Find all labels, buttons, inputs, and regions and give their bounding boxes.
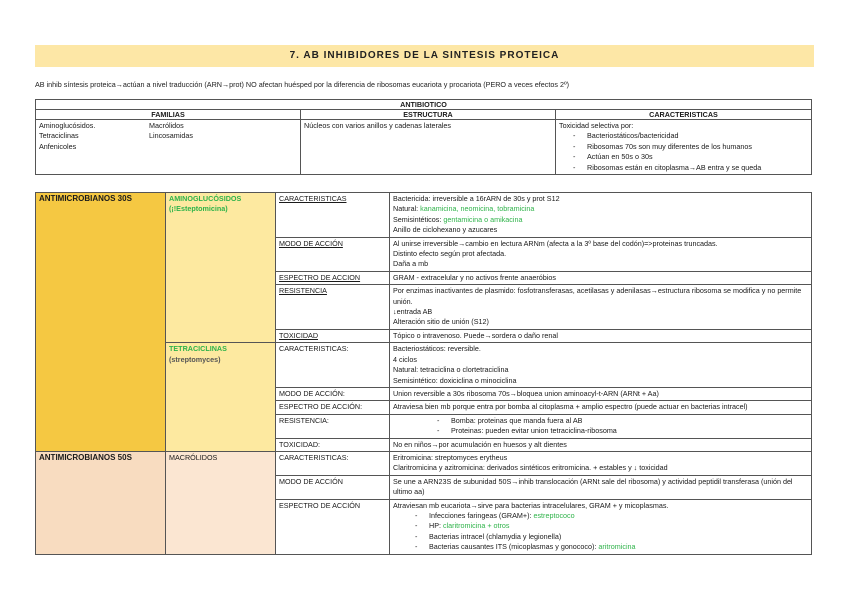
- text-line: Natural: tetraciclina o clortetraciclina: [393, 365, 509, 375]
- row-label: ESPECTRO DE ACCION: [276, 271, 390, 284]
- row-label: CARACTERISTICAS:: [276, 343, 390, 388]
- row-content: [390, 451, 812, 475]
- text-line: Bacteriostáticos: reversible.: [393, 344, 481, 354]
- row-content: No en niños→por acumulación en huesos y alt dientes: [390, 438, 812, 451]
- family-name: TETRACICLINAS: [169, 344, 227, 354]
- caracteristicas-cell: [556, 120, 812, 175]
- item-text: Bacterias intracel (chlamydia y legionella): [429, 531, 562, 541]
- text-line: [393, 204, 808, 214]
- text-line: Eritromicina: streptomyces erytheus: [393, 452, 508, 462]
- list-item: - Actúan en 50s o 30s: [587, 152, 808, 162]
- list-item: - Ribosomas están en citoplasma→AB entra y se queda: [587, 163, 808, 173]
- text-line: Bactericida: irreversible a 16rARN de 30s y prot S12: [393, 194, 560, 203]
- group-30s-label: ANTIMICROBIANOS 30S: [36, 193, 166, 452]
- familias-cell: [36, 120, 301, 175]
- list-item: - Bacteriostáticos/bactericidad: [587, 131, 808, 141]
- text-prefix: Semisintéticos:: [393, 214, 444, 224]
- family-item: Lincosamidas: [149, 131, 193, 141]
- header-caracteristicas: CARACTERISTICAS: [556, 110, 812, 120]
- family-item: Aminoglucósidos.: [39, 121, 96, 130]
- row-content: [390, 193, 812, 238]
- row-content: [390, 285, 812, 330]
- row-label: TOXICIDAD: [276, 329, 390, 342]
- caracteristicas-intro: Toxicidad selectiva por:: [559, 121, 634, 130]
- item-text: Bacterias causantes ITS (micoplasmas y gonococo):: [429, 542, 599, 552]
- list-item: - Proteinas: pueden evitar union tetraciclina-ribosoma: [451, 426, 808, 436]
- drug-names: aritromicina: [598, 542, 636, 552]
- family-name: MACRÓLIDOS: [169, 452, 218, 462]
- list-item: [429, 542, 808, 552]
- row-label: RESISTENCIA:: [276, 414, 390, 438]
- row-label: MODO DE ACCIÓN:: [276, 387, 390, 400]
- family-sub: (streptomyces): [169, 354, 221, 364]
- header-estructura: ESTRUCTURA: [301, 110, 556, 120]
- row-label: CARACTERISTICAS:: [276, 451, 390, 475]
- item-text: HP:: [429, 521, 443, 531]
- list-item: [429, 511, 808, 521]
- text-line: Anillo de ciclohexano y azucares: [393, 225, 498, 235]
- row-label: TOXICIDAD:: [276, 438, 390, 451]
- family-tetraciclinas: [166, 343, 276, 452]
- row-content: Union reversible a 30s ribosoma 70s→bloquea union aminoacyl-t-ARN (ARNt + Aa): [390, 387, 812, 400]
- list-item: [429, 532, 808, 542]
- main-table: [35, 192, 812, 555]
- drug-names: claritromicina + otros: [442, 521, 510, 531]
- row-content: [390, 414, 812, 438]
- family-item: Macrólidos: [149, 121, 184, 130]
- family-item: Tetraciclinas: [39, 131, 79, 141]
- family-sub: (¡!Esteptomicina): [169, 204, 228, 214]
- text-line: Distinto efecto según prot afectada.: [393, 249, 507, 259]
- page-title: 7. AB INHIBIDORES DE LA SINTESIS PROTEICA: [35, 45, 814, 67]
- text-line: Atraviesan mb eucariota→sirve para bacterias intracelulares, GRAM + y micoplasmas.: [393, 500, 669, 510]
- list-item: - Ribosomas 70s son muy diferentes de los humanos: [587, 142, 808, 152]
- text-line: ↓entrada AB: [393, 307, 433, 317]
- row-label: ESPECTRO DE ACCIÓN: [276, 499, 390, 554]
- family-item: Anfenicoles: [39, 141, 77, 151]
- group-50s-label: ANTIMICROBIANOS 50S: [36, 451, 166, 554]
- text-line: Alteración sitio de unión (S12): [393, 317, 489, 327]
- list-item: - Bomba: proteinas que manda fuera al AB: [451, 416, 808, 426]
- estructura-cell: Núcleos con varios anillos y cadenas laterales: [301, 120, 556, 175]
- family-name: AMINOGLUCÓSIDOS: [169, 194, 242, 203]
- antibiotico-table: [35, 99, 812, 175]
- intro-text: AB inhib síntesis proteica→actúan a nivel traducción (ARN→prot) NO afectan huésped por la diferencia de ribosomas eucariota y procariota (PERO a veces efectos 2º): [35, 80, 569, 89]
- drug-names: kanamicina, neomicina, tobramicina: [420, 204, 535, 214]
- family-aminoglucosidos: [166, 193, 276, 343]
- row-content: Tópico o intravenoso. Puede→sordera o daño renal: [390, 329, 812, 342]
- item-text: Infecciones faringeas (GRAM+):: [429, 510, 534, 520]
- row-content: [390, 343, 812, 388]
- row-content: Atraviesa bien mb porque entra por bomba al citoplasma + amplio espectro (puede actuar en bacterias intracel): [390, 401, 812, 414]
- text-line: Claritromicina y azitromicina: derivados sintéticos eritromicina. + estables y ↓ toxicidad: [393, 463, 668, 473]
- header-familias: FAMILIAS: [36, 110, 301, 120]
- row-content: [390, 499, 812, 554]
- text-line: Daña a mb: [393, 259, 429, 269]
- antibiotico-title: ANTIBIOTICO: [36, 100, 812, 110]
- text-line: 4 ciclos: [393, 354, 417, 364]
- family-macrolidos: [166, 451, 276, 554]
- drug-names: estreptococo: [533, 510, 575, 520]
- text-line: Por enzimas inactivantes de plasmido: fosfotransferasas, acetilasas y adenilasas→estructura ribosoma se modifica y no permite unión.: [393, 286, 802, 306]
- row-content: [390, 237, 812, 271]
- row-label: ESPECTRO DE ACCIÓN:: [276, 401, 390, 414]
- row-label: RESISTENCIA: [276, 285, 390, 330]
- row-label: MODO DE ACCIÓN: [276, 237, 390, 271]
- drug-names: gentamicina o amikacina: [443, 214, 523, 224]
- list-item: [429, 521, 808, 531]
- text-prefix: Natural:: [393, 204, 421, 214]
- text-line: [393, 215, 808, 225]
- row-label: MODO DE ACCIÓN: [276, 475, 390, 499]
- row-label: CARACTERISTICAS: [276, 193, 390, 238]
- text-line: Semisintético: doxiciclina o minociclina: [393, 375, 517, 385]
- row-content: Se une a ARN23S de subunidad 50S→inhib translocación (ARNt sale del ribosoma) y actividad peptidil transferasa (unión del ultimo aa): [390, 475, 812, 499]
- text-line: Al unirse irreversible→cambio en lectura ARNm (afecta a la 3º base del codón)=>proteinas truncadas.: [393, 238, 718, 248]
- row-content: GRAM - extracelular y no activos frente anaeróbios: [390, 271, 812, 284]
